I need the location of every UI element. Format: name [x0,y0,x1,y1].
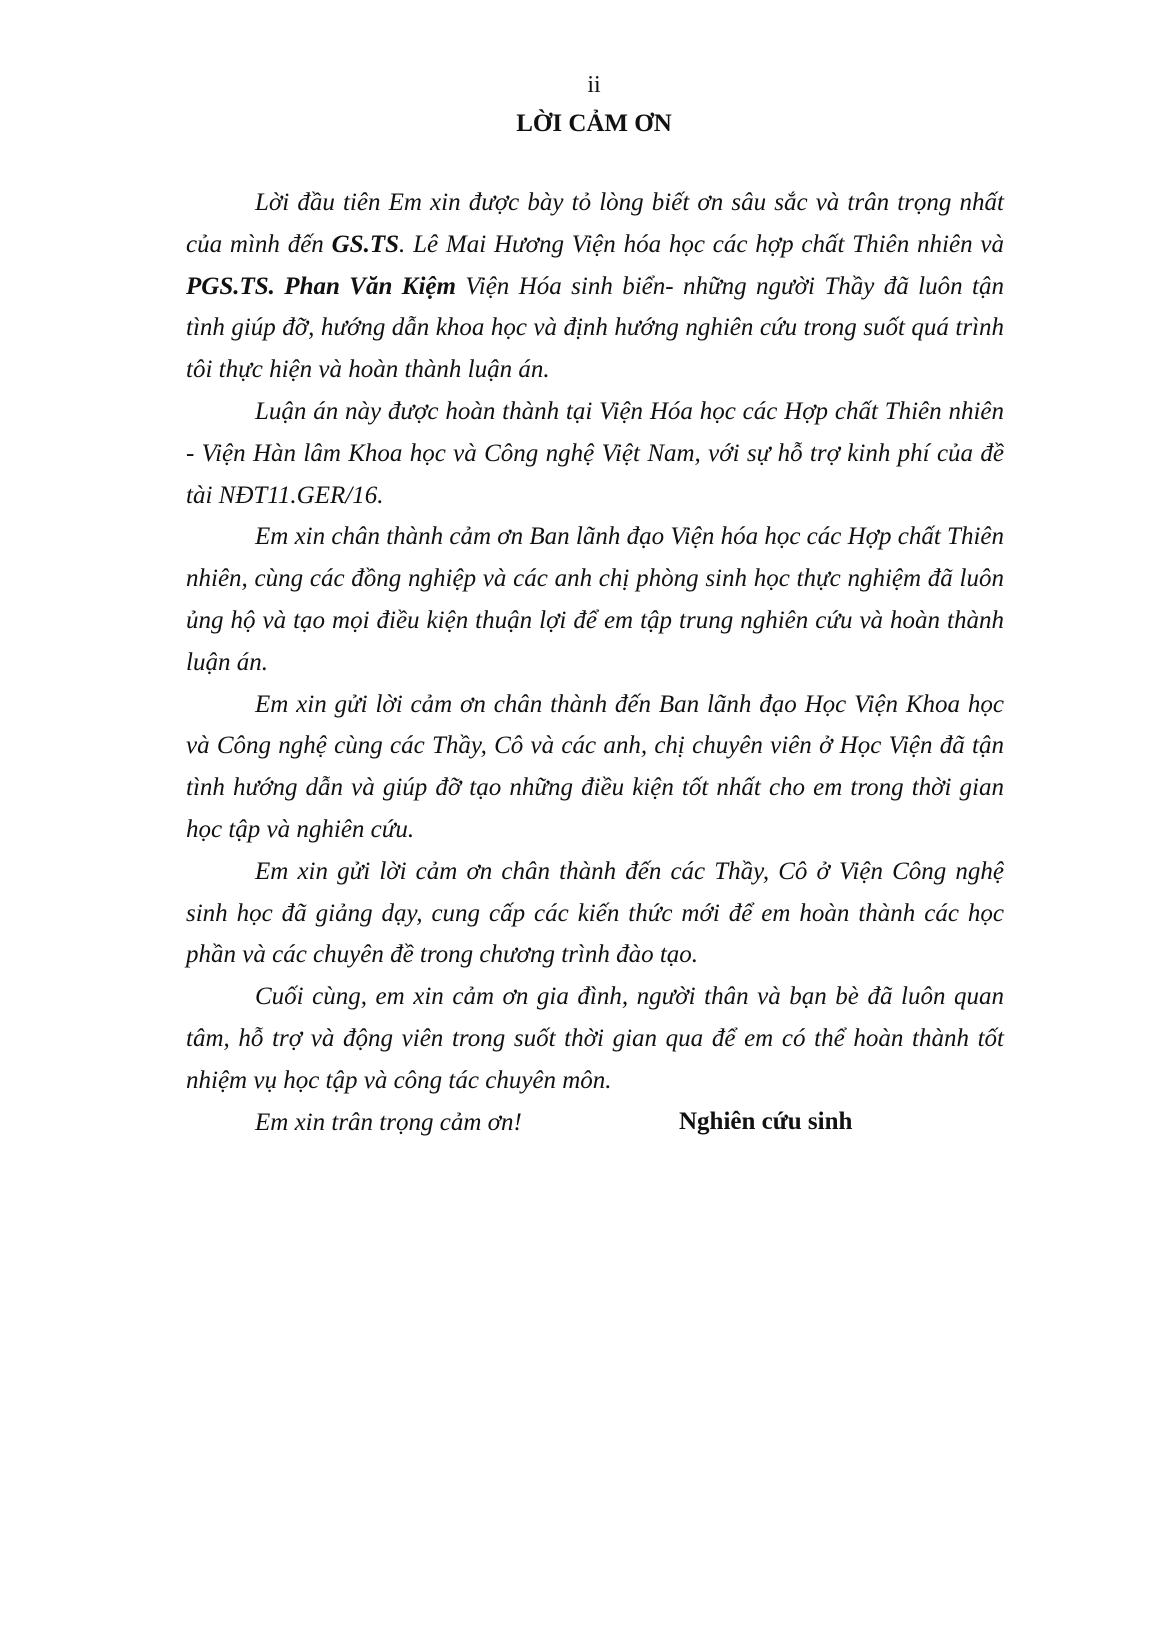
paragraph-1 [186,182,1004,391]
paragraph-1-text-c: Viện Hóa sinh biển- những người Thầy đã luôn tận tình giúp đỡ, hướng dẫn khoa học và định hướng nghiên cứu trong suốt quá trình tôi thực hiện và hoàn thành luận án. [186,272,1004,384]
advisor-1-title: GS.TS [331,230,400,258]
paragraph-6: Cuối cùng, em xin cảm ơn gia đình, người thân và bạn bè đã luôn quan tâm, hỗ trợ và động viên trong suốt thời gian qua để em có thể hoàn thành tốt nhiệm vụ học tập và công tác chuyên môn. [186,983,1004,1094]
paragraph-5: Em xin gửi lời cảm ơn chân thành đến các Thầy, Cô ở Viện Công nghệ sinh học đã giảng dạy, cung cấp các kiến thức mới để em hoàn thành các học phần và các chuyên đề trong chương trình đào tạo. [186,857,1004,969]
page-title: LỜI CẢM ƠN [516,110,672,137]
paragraph-1-text-a: Lời đầu tiên Em xin được bày tỏ lòng biết ơn sâu sắc và trân trọng nhất của mình đến [186,189,1004,258]
paragraph-2: Luận án này được hoàn thành tại Viện Hóa học các Hợp chất Thiên nhiên - Viện Hàn lâm Khoa học và Công nghệ Việt Nam, với sự hỗ trợ kinh phí của đề tài NĐT11.GER/16. [186,397,1004,509]
page-number: ii [587,72,601,98]
paragraph-4: Em xin gửi lời cảm ơn chân thành đến Ban lãnh đạo Học Viện Khoa học và Công nghệ cùng các Thầy, Cô và các anh, chị chuyên viên ở Học Viện đã tận tình hướng dẫn và giúp đỡ tạo những điều kiện tốt nhất cho em trong thời gian học tập và nghiên cứu. [186,690,1004,843]
acknowledgement-body [186,182,1004,1143]
paragraph-1-text-b: . Lê Mai Hương Viện hóa học các hợp chất Thiên nhiên và [399,230,1004,258]
advisor-2-name: PGS.TS. Phan Văn Kiệm [186,272,456,300]
paragraph-7: Em xin trân trọng cảm ơn! [255,1108,522,1136]
paragraph-3: Em xin chân thành cảm ơn Ban lãnh đạo Viện hóa học các Hợp chất Thiên nhiên, cùng các đồng nghiệp và các anh chị phòng sinh học thực nghiệm đã luôn ủng hộ và tạo mọi điều kiện thuận lợi để em tập trung nghiên cứu và hoàn thành luận án. [186,523,1004,676]
signature-label: Nghiên cứu sinh [679,1108,853,1135]
